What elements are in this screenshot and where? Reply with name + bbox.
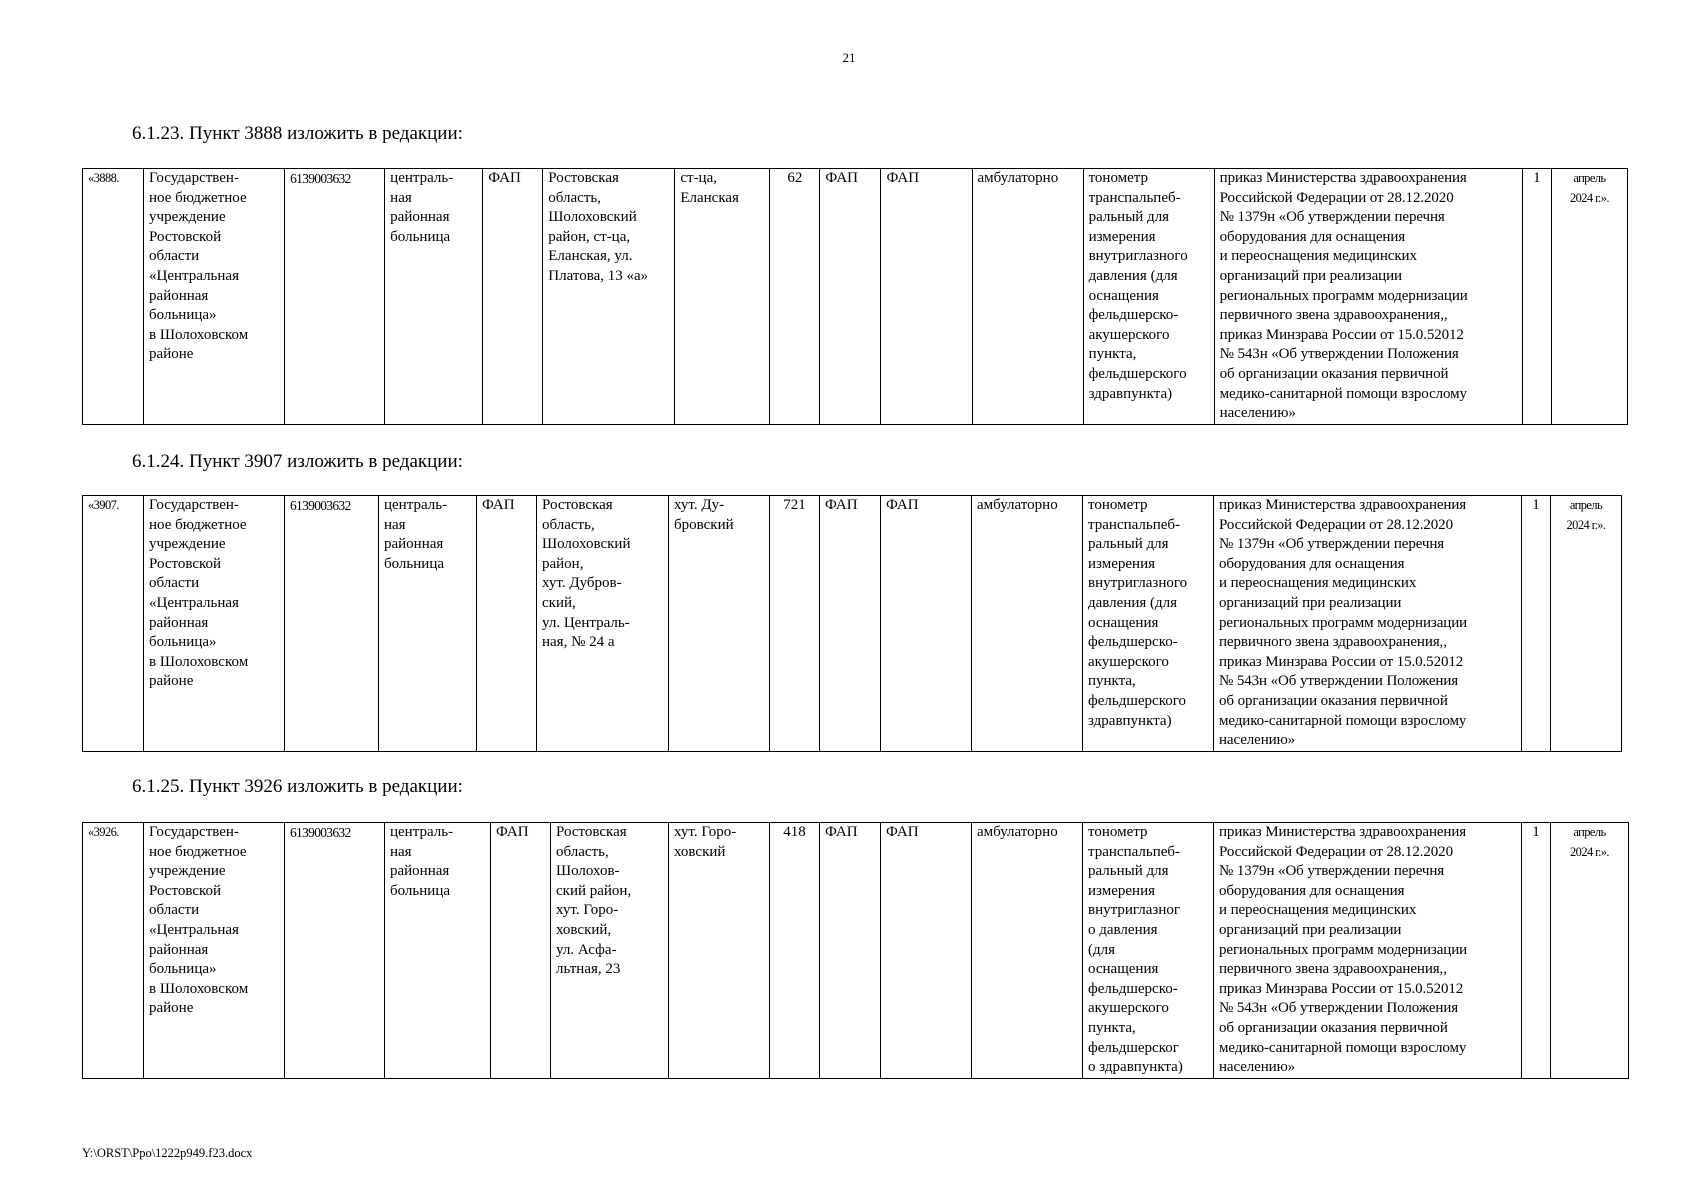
organization-name: Государствен- ное бюджетное учреждение Ростовской области «Центральная районная больница» в Шолоховском районе (144, 823, 285, 1079)
quantity: 1 (1522, 823, 1551, 1079)
unit-type: ФАП (483, 169, 543, 425)
inn: 6139003632 (285, 496, 379, 752)
table-row (83, 496, 1622, 752)
settlement: хут. Горо- ховский (669, 823, 770, 1079)
unit-type-2: ФАП (820, 823, 881, 1079)
inn: 6139003632 (285, 169, 385, 425)
population: 62 (770, 169, 820, 425)
settlement: ст-ца, Еланская (675, 169, 770, 425)
care-form: амбулаторно (972, 169, 1083, 425)
amendment-table-3926 (82, 822, 1629, 1079)
table-row (83, 823, 1629, 1079)
unit-type: ФАП (491, 823, 551, 1079)
organization-name: Государствен- ное бюджетное учреждение Ростовской области «Центральная районная больница» в Шолоховском районе (144, 169, 285, 425)
organization-name: Государствен- ное бюджетное учреждение Ростовской области «Центральная районная больница» в Шолоховском районе (144, 496, 285, 752)
item-number: «3926. (83, 823, 144, 1079)
population: 721 (770, 496, 820, 752)
footer-file-path: Y:\ORST\Ppo\1222p949.f23.docx (82, 1146, 253, 1160)
unit-type-3: ФАП (881, 169, 972, 425)
page-number: 21 (842, 50, 856, 65)
section-heading-3926: 6.1.25. Пункт 3926 изложить в редакции: (132, 776, 463, 797)
item-number: «3888. (83, 169, 144, 425)
deadline: апрель 2024 г.». (1551, 496, 1622, 752)
organization-type: централь- ная районная больница (379, 496, 477, 752)
deadline: апрель 2024 г.». (1551, 169, 1627, 425)
address: Ростовская область, Шолохов- ский район, хут. Горо- ховский, ул. Асфа- льтная, 23 (551, 823, 669, 1079)
legal-basis: приказ Министерства здравоохранения Российской Федерации от 28.12.2020 № 1379н «Об утверждении перечня оборудования для оснащения и переоснащения медицинских организаций при реализации региональных программ модернизации первичного звена здравоохранения,, приказ Минзрава России от 15.0.52012 № 543н «Об утверждении Положения об организации оказания первичной медико-санитарной помощи взрослому населению» (1214, 823, 1522, 1079)
unit-type-3: ФАП (881, 496, 972, 752)
unit-type-2: ФАП (820, 169, 881, 425)
address: Ростовская область, Шолоховский район, ст-ца, Еланская, ул. Платова, 13 «а» (543, 169, 675, 425)
legal-basis: приказ Министерства здравоохранения Российской Федерации от 28.12.2020 № 1379н «Об утверждении перечня оборудования для оснащения и переоснащения медицинских организаций при реализации региональных программ модернизации первичного звена здравоохранения,, приказ Минзрава России от 15.0.52012 № 543н «Об утверждении Положения об организации оказания первичной медико-санитарной помощи взрослому населению» (1214, 169, 1522, 425)
section-heading-3888: 6.1.23. Пункт 3888 изложить в редакции: (132, 123, 463, 144)
inn: 6139003632 (285, 823, 385, 1079)
section-heading-3907: 6.1.24. Пункт 3907 изложить в редакции: (132, 451, 463, 472)
unit-type: ФАП (477, 496, 537, 752)
population: 418 (770, 823, 820, 1079)
amendment-table-3888 (82, 168, 1628, 425)
care-form: амбулаторно (972, 496, 1083, 752)
care-form: амбулаторно (972, 823, 1083, 1079)
equipment: тонометр транспальпеб- ральный для измерения внутриглазног о давления (для оснащения фельдшерско- акушерского пункта, фельдшерског о здравпункта) (1083, 823, 1214, 1079)
equipment: тонометр транспальпеб- ральный для измерения внутриглазного давления (для оснащения фельдшерско- акушерского пункта, фельдшерского здравпункта) (1083, 496, 1214, 752)
amendment-table-3907 (82, 495, 1622, 752)
item-number: «3907. (83, 496, 144, 752)
settlement: хут. Ду- бровский (669, 496, 770, 752)
organization-type: централь- ная районная больница (385, 823, 491, 1079)
legal-basis: приказ Министерства здравоохранения Российской Федерации от 28.12.2020 № 1379н «Об утверждении перечня оборудования для оснащения и переоснащения медицинских организаций при реализации региональных программ модернизации первичного звена здравоохранения,, приказ Минзрава России от 15.0.52012 № 543н «Об утверждении Положения об организации оказания первичной медико-санитарной помощи взрослому населению» (1214, 496, 1522, 752)
table-row (83, 169, 1628, 425)
organization-type: централь- ная районная больница (385, 169, 483, 425)
quantity: 1 (1522, 169, 1551, 425)
equipment: тонометр транспальпеб- ральный для измерения внутриглазного давления (для оснащения фельдшерско- акушерского пункта, фельдшерского здравпункта) (1083, 169, 1214, 425)
address: Ростовская область, Шолоховский район, хут. Дубров- ский, ул. Централь- ная, № 24 а (537, 496, 669, 752)
unit-type-3: ФАП (881, 823, 972, 1079)
unit-type-2: ФАП (820, 496, 881, 752)
quantity: 1 (1522, 496, 1551, 752)
deadline: апрель 2024 г.». (1551, 823, 1629, 1079)
